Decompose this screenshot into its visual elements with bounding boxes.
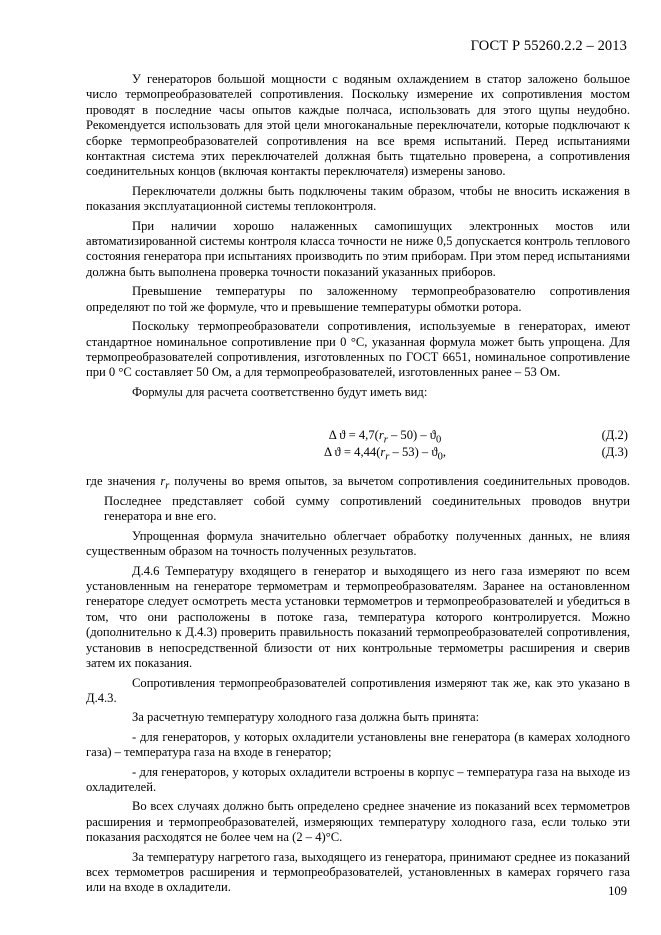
formula-block [86,428,630,462]
paragraph: За температуру нагретого газа, выходящего из генератора, принимают среднее из показаний всех термометров расширения и термопреобразователей, установленных в камерах горячего газа или на входе в охладители. [86,849,630,895]
formula-d2 [86,428,630,445]
document-header: ГОСТ Р 55260.2.2 – 2013 [470,38,627,54]
list-item: - для генераторов, у которых охладители установлены вне генератора (в камерах холодного газа) – температура газа на входе в генератор; [86,729,630,760]
paragraph: Формулы для расчета соответственно будут иметь вид: [132,384,428,399]
paragraph: Сопротивления термопреобразователей сопротивления измеряют так же, как это указано в Д.4.3. [86,675,630,705]
formula-body: Δ $ϑ = 4,44(r_r - 53) - ϑ_0$, [323,445,447,463]
formula-number: (Д.2) [601,428,628,443]
formula-body: Δ $ϑ = 4,7(r_r - 50) - ϑ_0$ [328,428,442,446]
formula-number: (Д.3) [601,445,628,460]
paragraph: Д.4.6 Температуру входящего в генератор и выходящего из него газа измеряют по всем установленным на генераторе термометрам и термопреобразователям. Заранее на остановленном генераторе следует осмотреть места установки термометров и термопреобразователей и убедиться в том, что они расположены в потоке газа, температура которого контролируется. Можно (дополнительно к Д.4.3) проверить правильность показаний термопреобразователей сопротивления, установив в непосредственной близости от них контрольные термометры расширения и сверив затем их показания. [86,563,630,671]
paragraph: У генераторов большой мощности с водяным охлаждением в статор заложено большое число термопреобразователей сопротивления. Поскольку измерение их сопротивления мостом проводят в последние часы опытов каждые полчаса, использовать для этого щупы неудобно. Рекомендуется использовать для этой цели многоканальные переключатели, которые подключают к сборке термопреобразователей сопротивления на все время испытаний. Перед испытаниями контактная система этих переключателей должная быть тщательно проверена, а сопротивления соединительных концов (включая контакты переключателя) измерены заново. [86,72,630,179]
list-item: - для генераторов, у которых охладители встроены в корпус – температура газа на выходе из охладителей. [86,764,630,794]
page-body [86,72,630,900]
paragraph: За расчетную температуру холодного газа должна быть принята: [132,710,480,725]
where-clause: где значения $r_r$ получены во время опытов, за вычетом сопротивления соединительных проводов. Последнее представляет собой сумму сопротивлений соединительных проводов внутри генератора и вне его. [86,474,630,524]
paragraph: Упрощенная формула значительно облегчает обработку полученных данных, не влияя существенным образом на точность полученных результатов. [86,528,630,559]
formula-d3 [86,445,630,462]
page-number: 109 [608,884,627,898]
paragraph: Во всех случаях должно быть определено среднее значение из показаний всех термометров расширения и термопреобразователей, измеряющих температуру холодного газа, если только эти показания расходятся не более чем на (2 – 4)°С. [86,799,630,845]
paragraph: Переключатели должны быть подключены таким образом, чтобы не вносить искажения в показания эксплуатационной системы теплоконтроля. [86,183,630,214]
paragraph: Поскольку термопреобразователи сопротивления, используемые в генераторах, имеют стандартное номинальное сопротивление при 0 °С, указанная формула может быть упрощена. Для термопреобразователей сопротивления, изготовленных по ГОСТ 6651, номинальное сопротивление при 0 °С составляет 50 Ом, а для термопреобразователей, изготовленных ранее – 53 Ом. [86,319,630,380]
paragraph: Превышение температуры по заложенному термопреобразователю сопротивления определяют по той же формуле, что и превышение температуры обмотки ротора. [86,284,630,314]
paragraph: При наличии хорошо налаженных самопишущих электронных мостов или автоматизированной системы контроля класса точности не ниже 0,5 допускается контроль теплового состояния генератора при испытаниях производить по этим приборам. При этом перед испытаниями должна быть выполнена проверка точности показаний указанных приборов. [86,218,630,279]
